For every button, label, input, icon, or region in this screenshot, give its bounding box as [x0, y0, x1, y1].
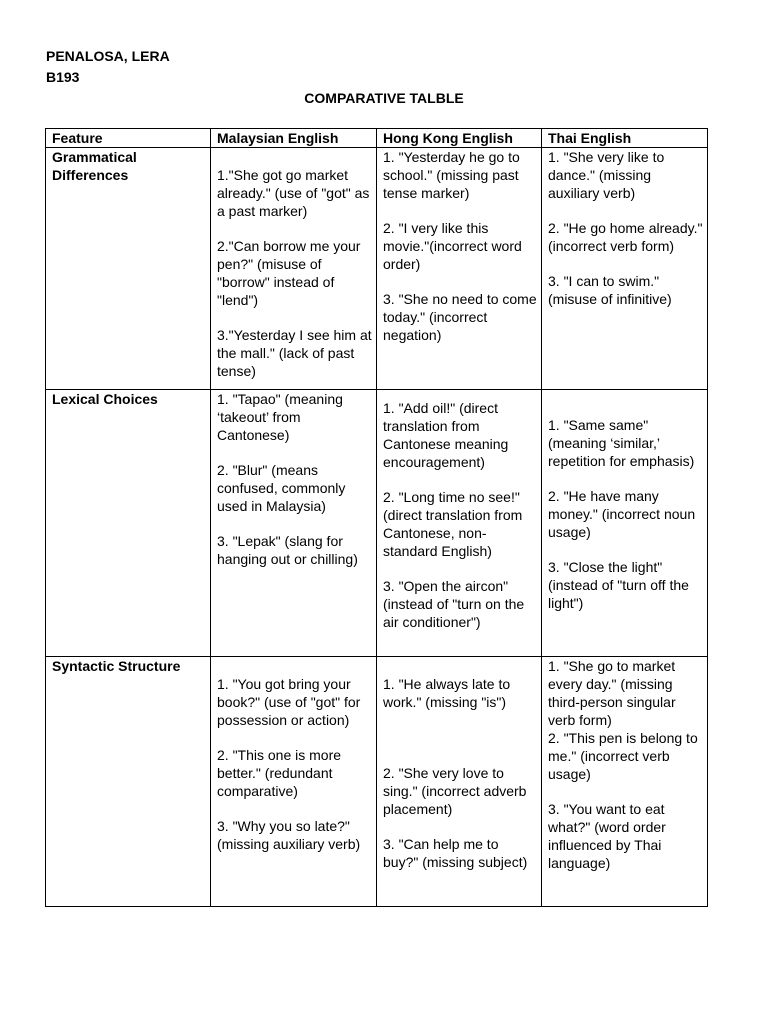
comparative-table: [45, 128, 708, 907]
thai-cell: [542, 148, 708, 390]
example-item: 1. "She very like to dance." (missing auxiliary verb): [548, 149, 665, 201]
example-item: 2."Can borrow me your pen?" (misuse of "borrow" instead of "lend"): [217, 238, 361, 308]
section-code: B193: [46, 69, 80, 85]
example-item: 2. "Long time no see!" (direct translation from Cantonese, non-standard English): [383, 489, 523, 559]
example-item: 1. "He always late to work." (missing "is"): [383, 676, 511, 710]
thai-cell: [542, 390, 708, 657]
malaysian-cell: [211, 390, 377, 657]
hongkong-cell: [377, 390, 542, 657]
malaysian-cell: [211, 657, 377, 907]
example-item: 3. "You want to eat what?" (word order influenced by Thai language): [548, 801, 666, 871]
hongkong-cell: [377, 657, 542, 907]
example-item: 3. "Can help me to buy?" (missing subject): [383, 836, 528, 870]
feature-cell: Grammatical Differences: [46, 148, 211, 390]
example-item: 1. "She go to market every day." (missing third-person singular verb form): [548, 658, 676, 728]
example-item: 3."Yesterday I see him at the mall." (lack of past tense): [217, 327, 372, 379]
table-row: [46, 390, 708, 657]
example-item: 2. "This pen is belong to me." (incorrect verb usage): [548, 730, 698, 782]
example-item: 2. "She very love to sing." (incorrect adverb placement): [383, 765, 527, 817]
example-item: 3. "Lepak" (slang for hanging out or chilling): [217, 533, 358, 567]
column-header-thai: Thai English: [542, 129, 708, 148]
example-item: 3. "Why you so late?" (missing auxiliary verb): [217, 818, 361, 852]
table-header-row: [46, 129, 708, 148]
example-item: 2. "I very like this movie."(incorrect word order): [383, 220, 522, 272]
example-item: 1."She got go market already." (use of "got" as a past marker): [217, 167, 370, 219]
column-header-hongkong: Hong Kong English: [377, 129, 542, 148]
example-item: 1. "Same same" (meaning ‘similar,’ repetition for emphasis): [548, 417, 695, 469]
table-row: [46, 657, 708, 907]
example-item: 3. "Close the light" (instead of "turn off the light"): [548, 559, 689, 611]
column-header-malaysian: Malaysian English: [211, 129, 377, 148]
column-header-feature: Feature: [46, 129, 211, 148]
student-name: PENALOSA, LERA: [46, 48, 170, 64]
example-item: 3. "Open the aircon" (instead of "turn on the air conditioner"): [383, 578, 525, 630]
example-item: 2. "He go home already." (incorrect verb form): [548, 220, 703, 254]
example-item: 2. "He have many money." (incorrect noun usage): [548, 488, 696, 540]
example-item: 2. "This one is more better." (redundant comparative): [217, 747, 342, 799]
malaysian-cell: [211, 148, 377, 390]
thai-cell: [542, 657, 708, 907]
example-item: 1. "Add oil!" (direct translation from Cantonese meaning encouragement): [383, 400, 509, 470]
example-item: 1. "Tapao" (meaning ‘takeout’ from Cantonese): [217, 391, 343, 443]
example-item: 2. "Blur" (means confused, commonly used in Malaysia): [217, 462, 346, 514]
example-item: 1. "Yesterday he go to school." (missing past tense marker): [383, 149, 520, 201]
hongkong-cell: [377, 148, 542, 390]
feature-cell: Syntactic Structure: [46, 657, 211, 907]
table-row: [46, 148, 708, 390]
example-item: 1. "You got bring your book?" (use of "got" for possession or action): [217, 676, 361, 728]
example-item: 3. "She no need to come today." (incorrect negation): [383, 291, 537, 343]
feature-cell: Lexical Choices: [46, 390, 211, 657]
example-item: 3. "I can to swim." (misuse of infinitive): [548, 273, 672, 307]
document-title: COMPARATIVE TALBLE: [304, 90, 464, 106]
